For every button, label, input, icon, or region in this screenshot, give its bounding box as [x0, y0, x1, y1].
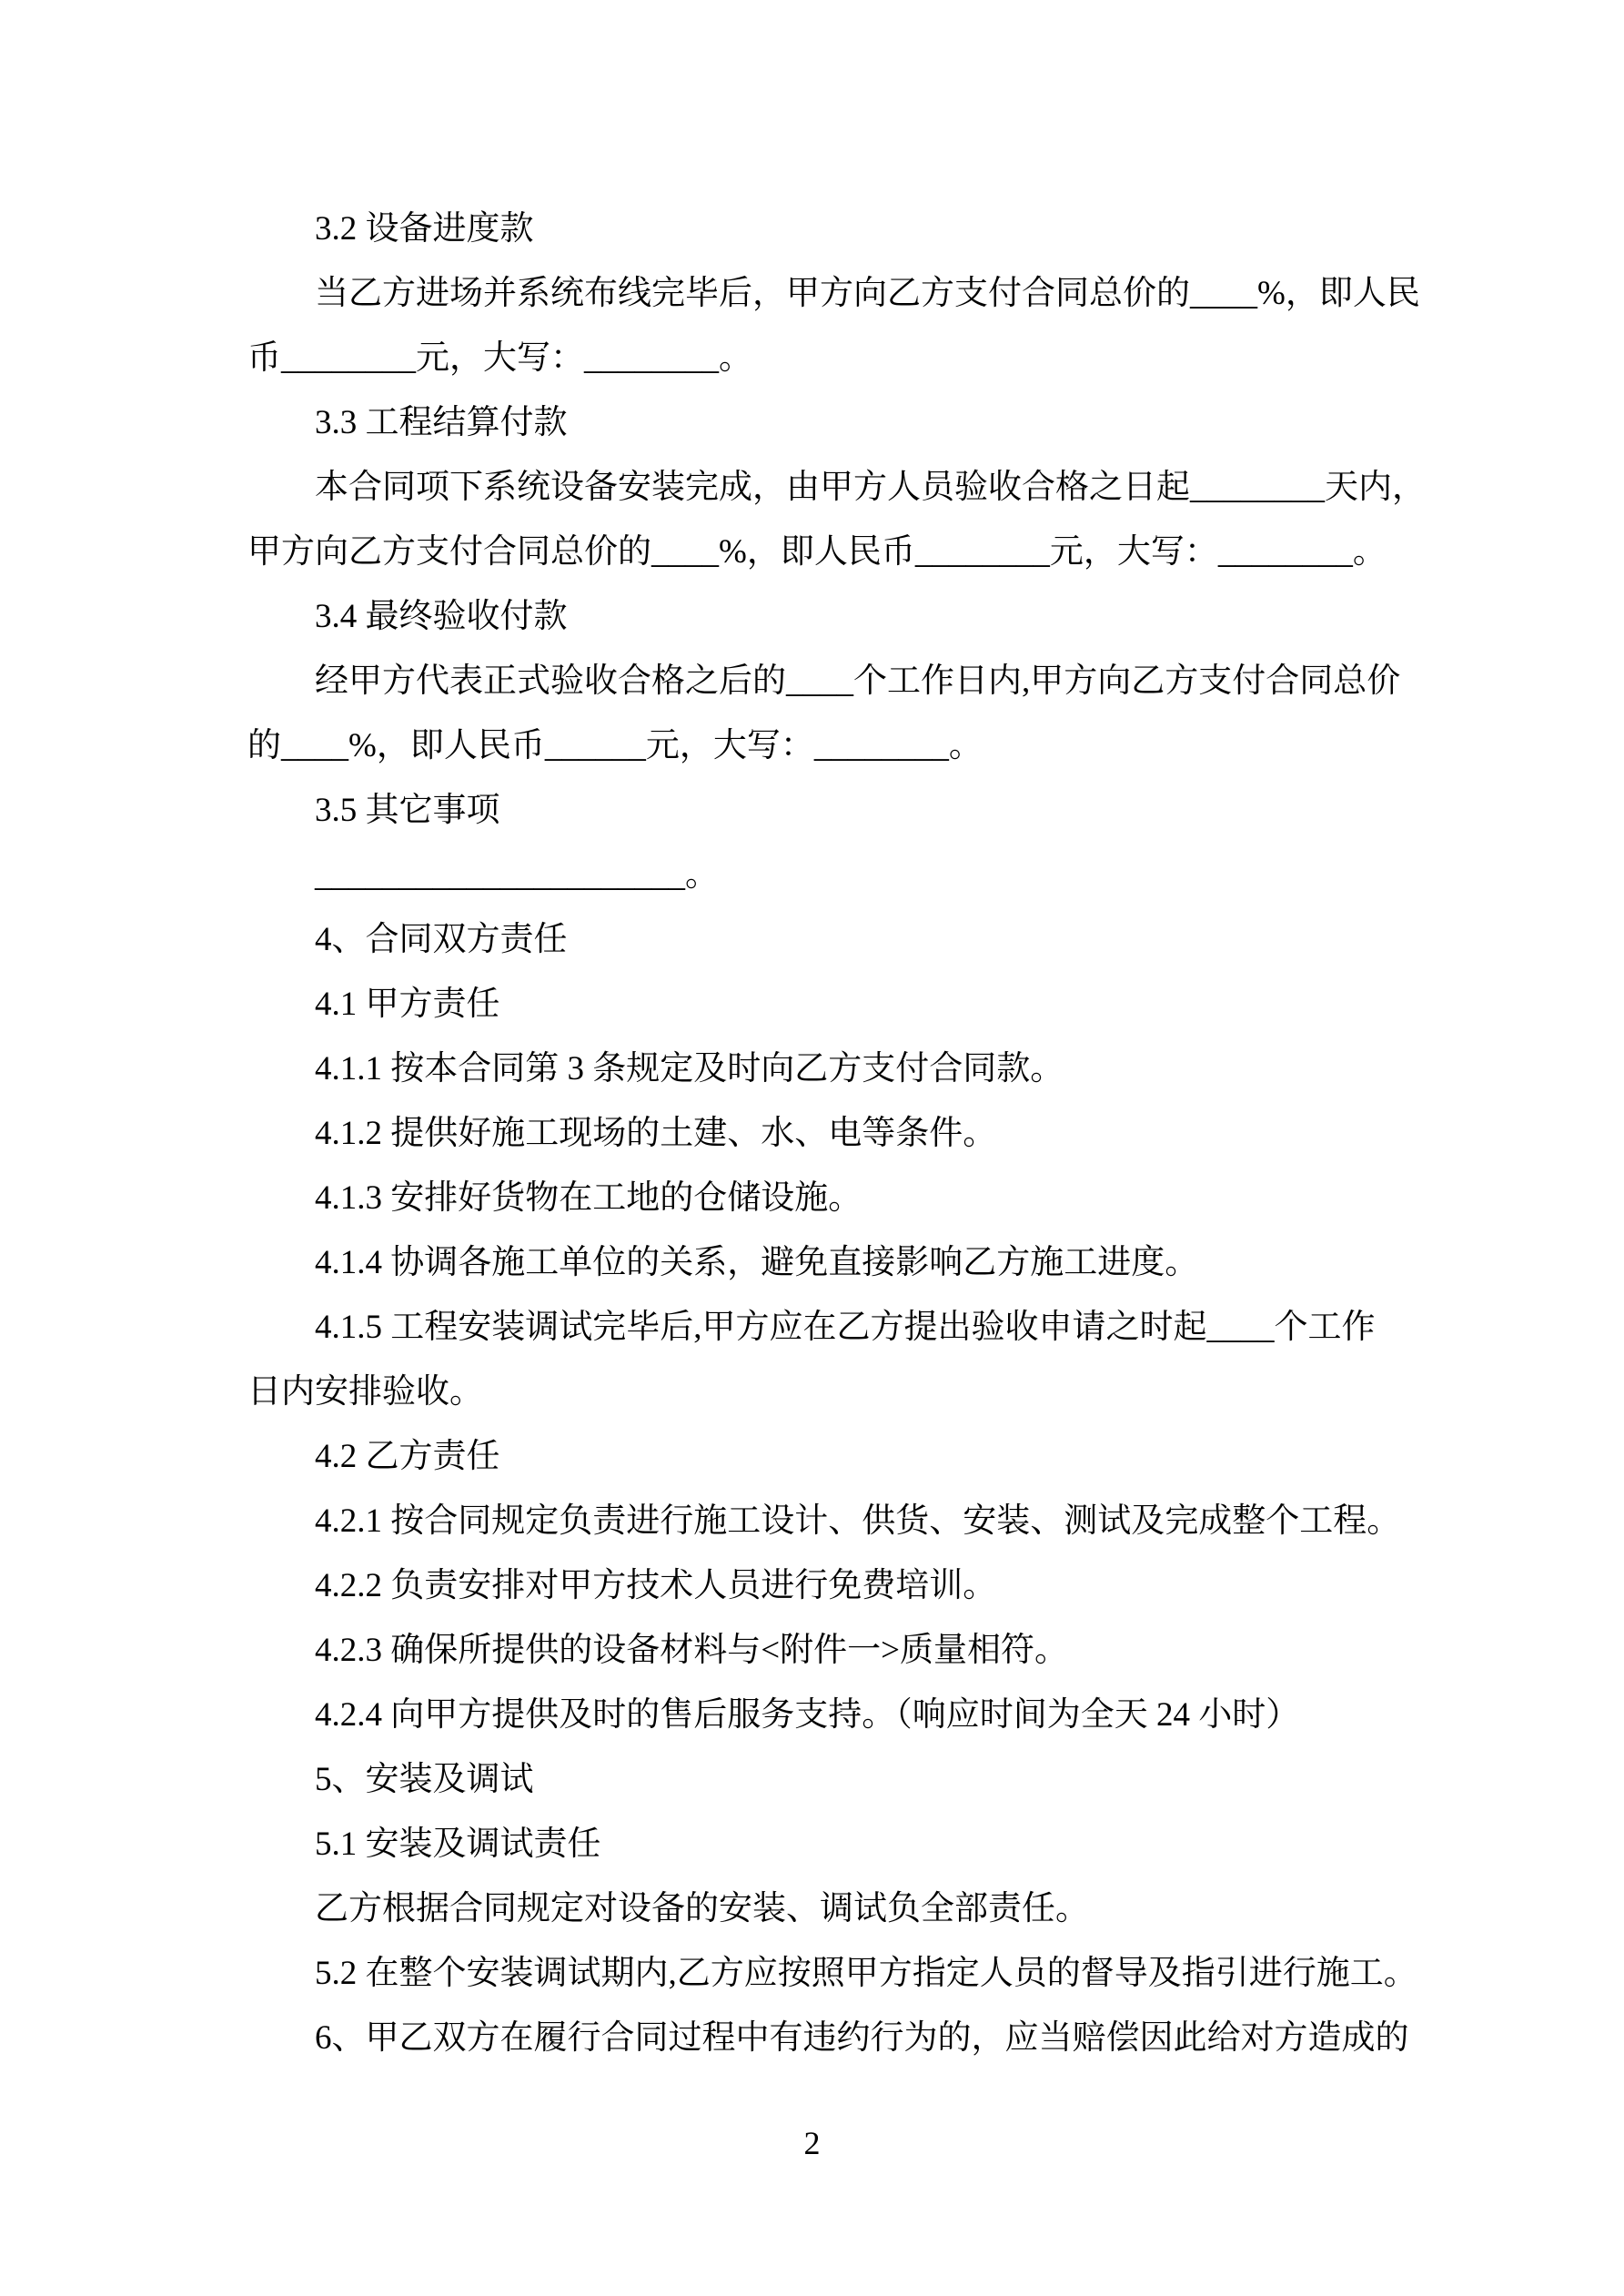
document-line: 4.1.2 提供好施工现场的土建、水、电等条件。 — [315, 1115, 997, 1152]
document-line: 币________元，大写：________。 — [247, 339, 752, 377]
document-line: 4、合同双方责任 — [315, 921, 568, 958]
document-line: 4.2.2 负责安排对甲方技术人员进行免费培训。 — [315, 1567, 997, 1604]
document-line: 4.1.4 协调各施工单位的关系，避免直接影响乙方施工进度。 — [315, 1244, 1199, 1281]
document-line: 经甲方代表正式验收合格之后的____个工作日内,甲方向乙方支付合同总价 — [315, 663, 1401, 700]
document-line: 3.4 最终验收付款 — [315, 598, 568, 635]
document-line: 甲方向乙方支付合同总价的____%，即人民币________元，大写：________。 — [247, 533, 1387, 571]
document-line: 4.1.5 工程安装调试完毕后,甲方应在乙方提出验收申请之时起____个工作 — [315, 1309, 1376, 1346]
document-line: 4.1 甲方责任 — [315, 986, 500, 1023]
document-line: 4.2.3 确保所提供的设备材料与<附件一>质量相符。 — [315, 1632, 1068, 1669]
document-line: 4.2.4 向甲方提供及时的售后服务支持。（响应时间为全天 24 小时） — [315, 1696, 1300, 1734]
document-line: 6、甲乙双方在履行合同过程中有违约行为的，应当赔偿因此给对方造成的 — [315, 2019, 1409, 2057]
document-line: 的____%，即人民币______元，大写：________。 — [247, 727, 983, 764]
document-line: 当乙方进场并系统布线完毕后，甲方向乙方支付合同总价的____%，即人民 — [315, 275, 1420, 312]
page-number: 2 — [803, 2125, 821, 2161]
document-line: 4.2.1 按合同规定负责进行施工设计、供货、安装、测试及完成整个工程。 — [315, 1502, 1401, 1540]
document-line: 3.5 其它事项 — [315, 792, 500, 829]
document-body — [247, 197, 1426, 2070]
document-line: 3.2 设备进度款 — [315, 210, 534, 248]
document-line: ______________________。 — [315, 856, 719, 894]
document-line: 5、安装及调试 — [315, 1761, 534, 1798]
document-line: 3.3 工程结算付款 — [315, 404, 568, 441]
document-line: 日内安排验收。 — [247, 1373, 483, 1411]
document-line: 4.2 乙方责任 — [315, 1438, 500, 1475]
document-line: 本合同项下系统设备安装完成，由甲方人员验收合格之日起________天内， — [315, 469, 1426, 506]
document-line: 5.1 安装及调试责任 — [315, 1826, 601, 1863]
document-line: 乙方根据合同规定对设备的安装、调试负全部责任。 — [315, 1890, 1089, 1927]
document-line: 5.2 在整个安装调试期内,乙方应按照甲方指定人员的督导及指引进行施工。 — [315, 1955, 1417, 1992]
document-line: 4.1.1 按本合同第 3 条规定及时向乙方支付合同款。 — [315, 1050, 1064, 1087]
document-line: 4.1.3 安排好货物在工地的仓储设施。 — [315, 1179, 862, 1217]
